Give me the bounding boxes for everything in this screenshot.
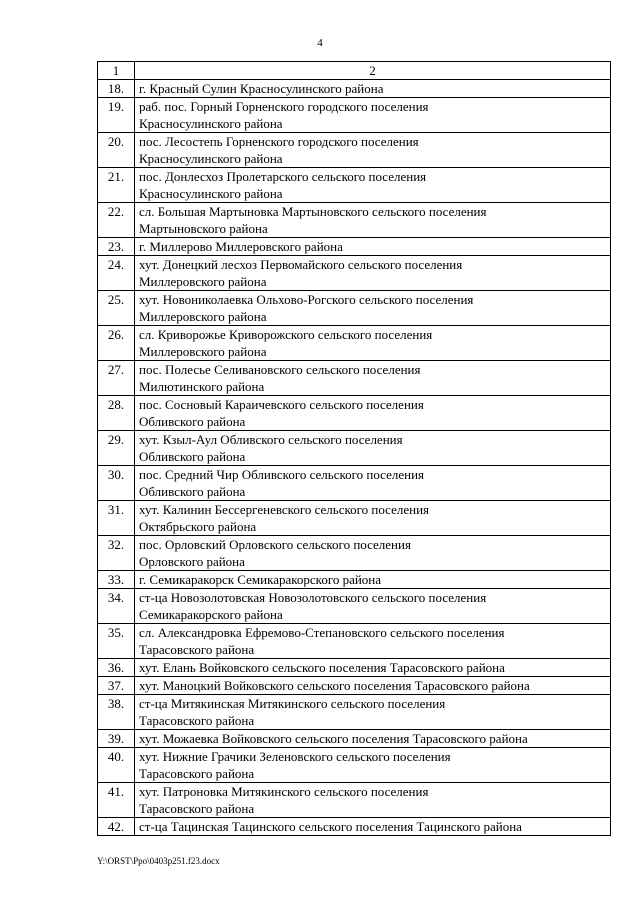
settlement-name-cell (135, 133, 611, 168)
table-row (98, 256, 611, 291)
table-row (98, 238, 611, 256)
row-number: 42. (98, 818, 135, 836)
settlement-text-line: хут. Кзыл-Аул Обливского сельского поселения (139, 432, 403, 447)
table-row (98, 659, 611, 677)
settlement-text-line: г. Семикаракорск Семикаракорского района (139, 572, 382, 587)
table-row (98, 730, 611, 748)
table-row (98, 571, 611, 589)
settlement-text-line: сл. Криворожье Криворожского сельского поселения (139, 327, 433, 342)
settlement-text-line: Милютинского района (139, 379, 265, 394)
settlement-text-line: Тарасовского района (139, 766, 255, 781)
settlement-text-line: хут. Нижние Грачики Зеленовского сельского поселения (139, 749, 451, 764)
row-number: 24. (98, 256, 135, 291)
table-row (98, 501, 611, 536)
table-row (98, 168, 611, 203)
table-row (98, 361, 611, 396)
table-row (98, 589, 611, 624)
row-number: 35. (98, 624, 135, 659)
settlement-text-line: Мартыновского района (139, 221, 268, 236)
settlement-text-line: пос. Полесье Селивановского сельского поселения (139, 362, 421, 377)
settlement-name-cell (135, 783, 611, 818)
settlement-name-cell (135, 730, 611, 748)
settlement-name-cell (135, 501, 611, 536)
table-row (98, 326, 611, 361)
header-col-1: 1 (98, 62, 135, 80)
row-number: 36. (98, 659, 135, 677)
table-row (98, 536, 611, 571)
settlement-text-line: Красносулинского района (139, 116, 283, 131)
settlements-table (97, 61, 611, 836)
settlement-name-cell (135, 80, 611, 98)
row-number: 19. (98, 98, 135, 133)
settlement-name-cell (135, 168, 611, 203)
settlement-name-cell (135, 203, 611, 238)
row-number: 34. (98, 589, 135, 624)
settlement-name-cell (135, 748, 611, 783)
settlement-text-line: Миллеровского района (139, 344, 267, 359)
row-number: 21. (98, 168, 135, 203)
table-row (98, 677, 611, 695)
row-number: 25. (98, 291, 135, 326)
settlement-name-cell (135, 677, 611, 695)
settlement-name-cell (135, 818, 611, 836)
page-number: 4 (317, 37, 323, 49)
settlement-text-line: хут. Калинин Бессергеневского сельского поселения (139, 502, 430, 517)
table-row (98, 818, 611, 836)
settlement-text-line: хут. Маноцкий Войковского сельского поселения Тарасовского района (139, 678, 530, 693)
row-number: 38. (98, 695, 135, 730)
settlement-name-cell (135, 659, 611, 677)
row-number: 18. (98, 80, 135, 98)
settlement-name-cell (135, 431, 611, 466)
row-number: 28. (98, 396, 135, 431)
settlement-text-line: ст-ца Новозолотовская Новозолотовского сельского поселения (139, 590, 487, 605)
settlement-text-line: пос. Орловский Орловского сельского поселения (139, 537, 411, 552)
row-number: 31. (98, 501, 135, 536)
settlement-name-cell (135, 695, 611, 730)
table-row (98, 396, 611, 431)
row-number: 39. (98, 730, 135, 748)
row-number: 26. (98, 326, 135, 361)
row-number: 41. (98, 783, 135, 818)
settlement-name-cell (135, 238, 611, 256)
settlement-text-line: г. Красный Сулин Красносулинского района (139, 81, 384, 96)
settlement-text-line: хут. Елань Войковского сельского поселения Тарасовского района (139, 660, 505, 675)
settlement-text-line: Красносулинского района (139, 186, 283, 201)
settlement-text-line: Тарасовского района (139, 642, 255, 657)
table-row (98, 291, 611, 326)
row-number: 37. (98, 677, 135, 695)
row-number: 23. (98, 238, 135, 256)
settlement-name-cell (135, 624, 611, 659)
row-number: 40. (98, 748, 135, 783)
settlement-text-line: пос. Лесостепь Горненского городского поселения (139, 134, 419, 149)
row-number: 20. (98, 133, 135, 168)
table-row (98, 80, 611, 98)
settlement-text-line: хут. Патроновка Митякинского сельского поселения (139, 784, 429, 799)
settlement-text-line: Семикаракорского района (139, 607, 283, 622)
settlement-name-cell (135, 396, 611, 431)
row-number: 27. (98, 361, 135, 396)
settlement-text-line: Тарасовского района (139, 713, 255, 728)
table-row (98, 624, 611, 659)
table-row (98, 695, 611, 730)
file-path-footer: Y:\ORST\Ppo\0403p251.f23.docx (97, 856, 220, 866)
settlement-text-line: Орловского района (139, 554, 245, 569)
table-header-row (98, 62, 611, 80)
row-number: 32. (98, 536, 135, 571)
settlement-text-line: Обливского района (139, 449, 246, 464)
row-number: 30. (98, 466, 135, 501)
settlement-text-line: пос. Сосновый Караичевского сельского поселения (139, 397, 424, 412)
settlement-name-cell (135, 256, 611, 291)
settlement-name-cell (135, 589, 611, 624)
table-row (98, 748, 611, 783)
settlement-name-cell (135, 466, 611, 501)
settlement-text-line: Обливского района (139, 484, 246, 499)
settlement-name-cell (135, 326, 611, 361)
settlement-text-line: пос. Донлесхоз Пролетарского сельского поселения (139, 169, 427, 184)
settlement-name-cell (135, 361, 611, 396)
table-row (98, 98, 611, 133)
row-number: 29. (98, 431, 135, 466)
settlement-text-line: сл. Большая Мартыновка Мартыновского сельского поселения (139, 204, 487, 219)
settlement-text-line: раб. пос. Горный Горненского городского поселения (139, 99, 429, 114)
settlement-text-line: Обливского района (139, 414, 246, 429)
settlement-text-line: хут. Можаевка Войковского сельского поселения Тарасовского района (139, 731, 528, 746)
settlement-text-line: хут. Новониколаевка Ольхово-Рогского сельского поселения (139, 292, 474, 307)
settlement-text-line: Миллеровского района (139, 274, 267, 289)
settlement-text-line: г. Миллерово Миллеровского района (139, 239, 343, 254)
table-row (98, 203, 611, 238)
table-row (98, 133, 611, 168)
table-row (98, 431, 611, 466)
settlement-name-cell (135, 291, 611, 326)
settlement-name-cell (135, 98, 611, 133)
table-row (98, 466, 611, 501)
settlement-text-line: Миллеровского района (139, 309, 267, 324)
table-body (98, 80, 611, 836)
settlement-name-cell (135, 571, 611, 589)
settlement-text-line: пос. Средний Чир Обливского сельского поселения (139, 467, 425, 482)
settlement-text-line: Тарасовского района (139, 801, 255, 816)
settlement-text-line: ст-ца Митякинская Митякинского сельского поселения (139, 696, 446, 711)
row-number: 33. (98, 571, 135, 589)
header-col-2: 2 (135, 62, 611, 80)
row-number: 22. (98, 203, 135, 238)
settlement-name-cell (135, 536, 611, 571)
settlement-text-line: сл. Александровка Ефремово-Степановского сельского поселения (139, 625, 505, 640)
table-row (98, 783, 611, 818)
settlement-text-line: Октябрьского района (139, 519, 257, 534)
settlement-text-line: хут. Донецкий лесхоз Первомайского сельского поселения (139, 257, 463, 272)
settlement-text-line: ст-ца Тацинская Тацинского сельского поселения Тацинского района (139, 819, 522, 834)
settlement-text-line: Красносулинского района (139, 151, 283, 166)
